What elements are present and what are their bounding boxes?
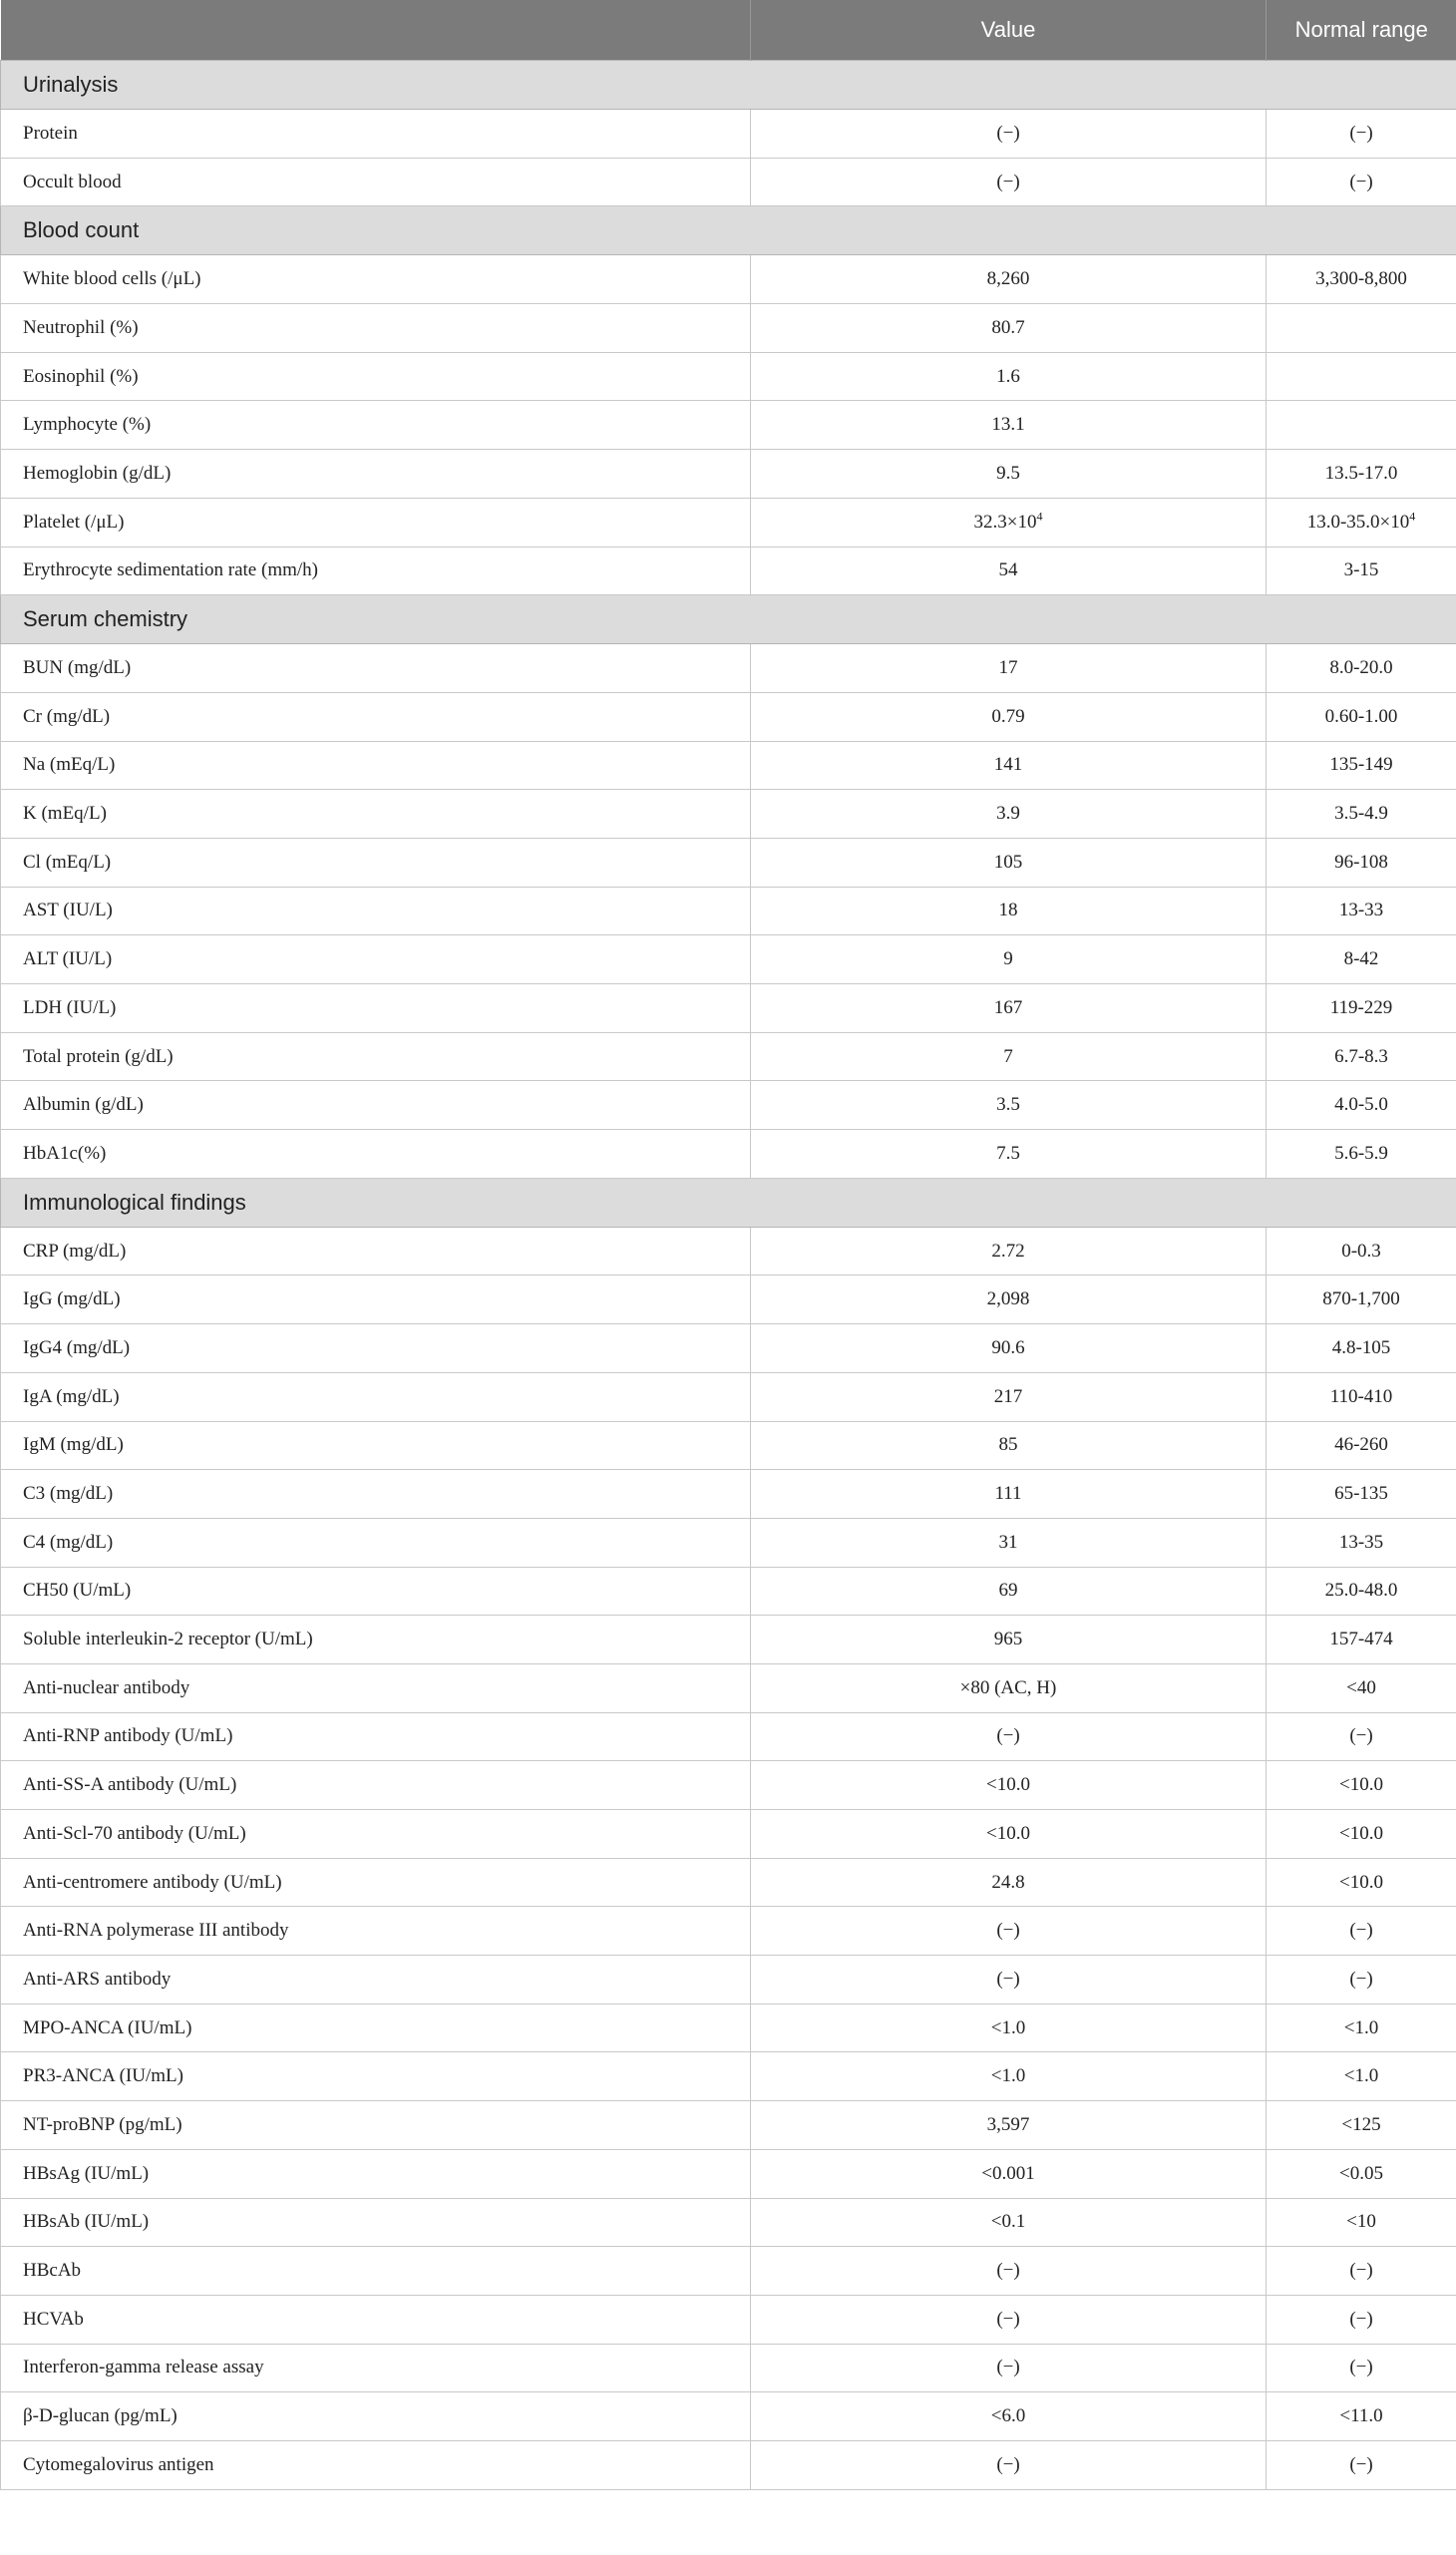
test-name-cell: Lymphocyte (%) [1, 401, 751, 450]
header-value: Value [751, 0, 1267, 61]
test-name-cell: NT-proBNP (pg/mL) [1, 2101, 751, 2150]
table-row [1, 1567, 1456, 1616]
normal-range-cell [1267, 1712, 1456, 1761]
value-cell [751, 1712, 1267, 1761]
table-row [1, 644, 1456, 693]
table-row [1, 2004, 1456, 2052]
normal-range-cell-text: <10 [1346, 2211, 1376, 2233]
value-cell [751, 158, 1267, 206]
value-cell [751, 644, 1267, 693]
test-name-cell: Anti-centromere antibody (U/mL) [1, 1858, 751, 1907]
normal-range-cell-text: <0.05 [1339, 2162, 1383, 2184]
normal-range-cell [1267, 304, 1456, 353]
normal-range-cell-text: 25.0-48.0 [1324, 1580, 1398, 1602]
test-name-cell: β-D-glucan (pg/mL) [1, 2392, 751, 2441]
normal-range-cell-text: <1.0 [1343, 2016, 1379, 2038]
section-header-row [1, 206, 1456, 255]
test-name-cell: ALT (IU/L) [1, 935, 751, 984]
table-row [1, 984, 1456, 1033]
test-name-cell: Cr (mg/dL) [1, 692, 751, 741]
value-cell [751, 1032, 1267, 1081]
value-cell-text: 9 [1003, 948, 1013, 970]
test-name-cell: Cytomegalovirus antigen [1, 2440, 751, 2489]
value-cell-text: 3.5 [996, 1094, 1020, 1116]
section-header-row [1, 595, 1456, 644]
value-cell [751, 887, 1267, 935]
test-name-cell: HBsAb (IU/mL) [1, 2198, 751, 2247]
normal-range-cell [1267, 1761, 1456, 1810]
normal-range-cell-text: 6.7-8.3 [1334, 1045, 1388, 1067]
normal-range-cell [1267, 2295, 1456, 2344]
test-name-cell: Anti-RNA polymerase III antibody [1, 1907, 751, 1956]
value-cell [751, 1421, 1267, 1470]
section-header-row [1, 61, 1456, 110]
table-row [1, 2052, 1456, 2101]
test-name-cell: HBsAg (IU/mL) [1, 2149, 751, 2198]
normal-range-cell [1267, 838, 1456, 887]
table-row [1, 1518, 1456, 1567]
test-name-cell: Anti-nuclear antibody [1, 1663, 751, 1712]
value-cell-text: <10.0 [986, 1822, 1030, 1844]
value-cell [751, 1518, 1267, 1567]
value-cell-text: 18 [998, 900, 1018, 921]
value-cell [751, 2004, 1267, 2052]
normal-range-cell [1267, 1663, 1456, 1712]
value-cell [751, 2295, 1267, 2344]
test-name-cell: PR3-ANCA (IU/mL) [1, 2052, 751, 2101]
value-cell [751, 2101, 1267, 2150]
test-name-cell: C3 (mg/dL) [1, 1470, 751, 1519]
value-cell [751, 2247, 1267, 2296]
value-cell-text: 13.1 [991, 414, 1025, 436]
test-name-cell: Protein [1, 110, 751, 159]
normal-range-cell [1267, 1372, 1456, 1421]
value-cell-text: 85 [998, 1434, 1018, 1456]
test-name-cell: Na (mEq/L) [1, 741, 751, 790]
value-cell-text: 217 [993, 1385, 1023, 1407]
normal-range-cell-text: <1.0 [1343, 2065, 1379, 2087]
value-cell [751, 498, 1267, 547]
test-name-cell: Eosinophil (%) [1, 352, 751, 401]
normal-range-cell-text: <10.0 [1339, 1774, 1383, 1796]
value-cell-text: 105 [993, 851, 1023, 873]
test-name-cell: Occult blood [1, 158, 751, 206]
normal-range-cell-text: (−) [1349, 1920, 1373, 1942]
value-cell [751, 935, 1267, 984]
test-name-cell: IgG4 (mg/dL) [1, 1324, 751, 1373]
normal-range-cell-text: (−) [1349, 1968, 1373, 1990]
value-cell [751, 304, 1267, 353]
normal-range-cell [1267, 2198, 1456, 2247]
value-cell-text: ×80 (AC, H) [959, 1676, 1057, 1698]
normal-range-cell-text: (−) [1349, 2357, 1373, 2378]
normal-range-cell [1267, 1470, 1456, 1519]
normal-range-cell [1267, 1956, 1456, 2005]
table-row [1, 1956, 1456, 2005]
normal-range-cell [1267, 1567, 1456, 1616]
normal-range-cell [1267, 2247, 1456, 2296]
normal-range-cell-text: (−) [1349, 122, 1373, 144]
normal-range-cell [1267, 935, 1456, 984]
test-name-cell: Hemoglobin (g/dL) [1, 450, 751, 499]
normal-range-cell-text: (−) [1349, 2308, 1373, 2330]
value-cell [751, 1663, 1267, 1712]
value-cell [751, 838, 1267, 887]
value-cell-text: 7 [1003, 1045, 1013, 1067]
value-cell [751, 1372, 1267, 1421]
table-row [1, 2198, 1456, 2247]
normal-range-cell-text: <10.0 [1339, 1822, 1383, 1844]
normal-range-cell [1267, 1907, 1456, 1956]
value-cell-text: (−) [996, 171, 1020, 192]
normal-range-cell [1267, 2149, 1456, 2198]
normal-range-cell-text: 4.0-5.0 [1334, 1094, 1388, 1116]
value-cell-text: (−) [996, 1968, 1020, 1990]
table-header [1, 0, 1456, 61]
normal-range-cell-text: 3,300-8,800 [1315, 268, 1407, 290]
value-cell-text: 54 [998, 559, 1018, 581]
normal-range-cell-text: 8.0-20.0 [1329, 657, 1393, 679]
normal-range-cell-text: 5.6-5.9 [1334, 1142, 1388, 1164]
value-cell [751, 2392, 1267, 2441]
test-name-cell: BUN (mg/dL) [1, 644, 751, 693]
normal-range-cell-text: 8-42 [1343, 948, 1379, 970]
value-cell-text: 3.9 [996, 803, 1020, 825]
normal-range-cell [1267, 790, 1456, 839]
section-title: Immunological findings [1, 1178, 1456, 1227]
normal-range-cell [1267, 887, 1456, 935]
table-row [1, 255, 1456, 304]
normal-range-cell [1267, 2440, 1456, 2489]
value-cell [751, 1324, 1267, 1373]
value-cell-text: (−) [996, 2453, 1020, 2475]
table-row [1, 2149, 1456, 2198]
value-cell-text: 9.5 [996, 462, 1020, 484]
value-cell [751, 692, 1267, 741]
table-row [1, 110, 1456, 159]
value-cell [751, 255, 1267, 304]
table-row [1, 158, 1456, 206]
value-cell [751, 2052, 1267, 2101]
value-cell-text: 69 [998, 1580, 1018, 1602]
normal-range-cell [1267, 1032, 1456, 1081]
value-cell-text: <1.0 [990, 2065, 1026, 2087]
value-cell [751, 790, 1267, 839]
value-cell-text: 17 [998, 657, 1018, 679]
normal-range-cell [1267, 2101, 1456, 2150]
normal-range-cell-exponent: 4 [1409, 509, 1416, 524]
value-cell [751, 984, 1267, 1033]
value-cell-text: 0.79 [991, 705, 1025, 727]
value-cell [751, 1227, 1267, 1276]
table-row [1, 1227, 1456, 1276]
table-row [1, 1470, 1456, 1519]
normal-range-cell [1267, 644, 1456, 693]
normal-range-cell-text: <11.0 [1339, 2405, 1383, 2427]
table-row [1, 547, 1456, 595]
header-normal-range: Normal range [1267, 0, 1456, 61]
table-row [1, 1032, 1456, 1081]
value-cell-text: (−) [996, 2308, 1020, 2330]
normal-range-cell [1267, 158, 1456, 206]
value-cell [751, 1276, 1267, 1324]
normal-range-cell [1267, 741, 1456, 790]
test-name-cell: MPO-ANCA (IU/mL) [1, 2004, 751, 2052]
table-row [1, 352, 1456, 401]
normal-range-cell [1267, 2344, 1456, 2392]
value-cell [751, 1858, 1267, 1907]
test-name-cell: White blood cells (/μL) [1, 255, 751, 304]
value-cell [751, 1907, 1267, 1956]
value-cell-text: 8,260 [986, 268, 1030, 290]
table-row [1, 887, 1456, 935]
value-cell-text: (−) [996, 122, 1020, 144]
test-name-cell: HBcAb [1, 2247, 751, 2296]
table-row [1, 838, 1456, 887]
table-row [1, 1324, 1456, 1373]
normal-range-cell-text: 870-1,700 [1322, 1288, 1400, 1310]
test-name-cell: CRP (mg/dL) [1, 1227, 751, 1276]
normal-range-cell-text: <40 [1346, 1676, 1376, 1698]
section-header-row [1, 1178, 1456, 1227]
test-name-cell: CH50 (U/mL) [1, 1567, 751, 1616]
section-title: Urinalysis [1, 61, 1456, 110]
table-row [1, 1712, 1456, 1761]
value-cell [751, 2440, 1267, 2489]
value-cell-text: 24.8 [991, 1871, 1025, 1893]
value-cell [751, 1761, 1267, 1810]
test-name-cell: Platelet (/μL) [1, 498, 751, 547]
normal-range-cell [1267, 1421, 1456, 1470]
value-cell [751, 547, 1267, 595]
normal-range-cell-text: (−) [1349, 171, 1373, 192]
normal-range-cell [1267, 2004, 1456, 2052]
test-name-cell: HCVAb [1, 2295, 751, 2344]
table-row [1, 1810, 1456, 1859]
test-name-cell: Erythrocyte sedimentation rate (mm/h) [1, 547, 751, 595]
normal-range-cell-text: (−) [1349, 1725, 1373, 1747]
normal-range-cell-text: 4.8-105 [1331, 1336, 1391, 1358]
test-name-cell: HbA1c(%) [1, 1130, 751, 1179]
normal-range-cell-text: 3-15 [1343, 559, 1379, 581]
normal-range-cell [1267, 1858, 1456, 1907]
normal-range-cell [1267, 1810, 1456, 1859]
value-cell [751, 401, 1267, 450]
test-name-cell: Total protein (g/dL) [1, 1032, 751, 1081]
normal-range-cell [1267, 1081, 1456, 1130]
normal-range-cell-text: 13.5-17.0 [1324, 462, 1398, 484]
test-name-cell: Albumin (g/dL) [1, 1081, 751, 1130]
normal-range-cell [1267, 984, 1456, 1033]
normal-range-cell [1267, 352, 1456, 401]
table-row [1, 2344, 1456, 2392]
normal-range-cell [1267, 1227, 1456, 1276]
normal-range-cell-text: (−) [1349, 2453, 1373, 2475]
normal-range-cell-text: 13.0-35.0×10 [1306, 511, 1410, 533]
value-cell-text: 965 [993, 1629, 1023, 1650]
value-cell [751, 1810, 1267, 1859]
section-title: Blood count [1, 206, 1456, 255]
value-cell-text: (−) [996, 2357, 1020, 2378]
normal-range-cell [1267, 1518, 1456, 1567]
test-name-cell: AST (IU/L) [1, 887, 751, 935]
value-cell [751, 1956, 1267, 2005]
normal-range-cell [1267, 255, 1456, 304]
normal-range-cell [1267, 1130, 1456, 1179]
value-cell [751, 110, 1267, 159]
test-name-cell: C4 (mg/dL) [1, 1518, 751, 1567]
value-cell-text: 7.5 [996, 1142, 1020, 1164]
normal-range-cell-text: 110-410 [1329, 1385, 1393, 1407]
normal-range-cell [1267, 450, 1456, 499]
table-row [1, 1858, 1456, 1907]
value-cell-text: 90.6 [991, 1336, 1025, 1358]
normal-range-cell-text: 157-474 [1329, 1629, 1393, 1650]
value-cell [751, 1470, 1267, 1519]
value-cell-exponent: 4 [1036, 509, 1043, 524]
normal-range-cell-text: <10.0 [1339, 1871, 1383, 1893]
value-cell [751, 741, 1267, 790]
test-name-cell: Anti-ARS antibody [1, 1956, 751, 2005]
value-cell-text: <6.0 [990, 2405, 1026, 2427]
test-name-cell: K (mEq/L) [1, 790, 751, 839]
normal-range-cell-text: 96-108 [1334, 851, 1388, 873]
table-row [1, 498, 1456, 547]
table-row [1, 450, 1456, 499]
table-body [1, 61, 1456, 2490]
normal-range-cell [1267, 692, 1456, 741]
header-row [1, 0, 1456, 61]
normal-range-cell-text: 0-0.3 [1341, 1240, 1381, 1262]
table-row [1, 790, 1456, 839]
table-row [1, 1372, 1456, 1421]
normal-range-cell-text: 119-229 [1329, 996, 1393, 1018]
test-name-cell: Anti-RNP antibody (U/mL) [1, 1712, 751, 1761]
section-title: Serum chemistry [1, 595, 1456, 644]
table-row [1, 401, 1456, 450]
normal-range-cell-text: 13-33 [1338, 900, 1384, 921]
table-row [1, 1130, 1456, 1179]
table-row [1, 2247, 1456, 2296]
test-name-cell: Neutrophil (%) [1, 304, 751, 353]
test-name-cell: Cl (mEq/L) [1, 838, 751, 887]
value-cell-text: <10.0 [986, 1774, 1030, 1796]
table-row [1, 304, 1456, 353]
value-cell [751, 2198, 1267, 2247]
header-test-name [1, 0, 751, 61]
test-name-cell: IgM (mg/dL) [1, 1421, 751, 1470]
table-row [1, 2101, 1456, 2150]
value-cell [751, 2149, 1267, 2198]
table-row [1, 1276, 1456, 1324]
table-row [1, 692, 1456, 741]
normal-range-cell-text: (−) [1349, 2260, 1373, 2282]
value-cell-text: (−) [996, 2260, 1020, 2282]
value-cell [751, 1567, 1267, 1616]
table-row [1, 935, 1456, 984]
value-cell-text: (−) [996, 1920, 1020, 1942]
value-cell [751, 1081, 1267, 1130]
value-cell-text: 2.72 [991, 1240, 1025, 1262]
normal-range-cell [1267, 2392, 1456, 2441]
value-cell-text: 167 [993, 996, 1023, 1018]
value-cell-text: 32.3×10 [973, 511, 1037, 533]
table-row [1, 1616, 1456, 1664]
normal-range-cell-text: 65-135 [1334, 1483, 1388, 1505]
value-cell-text: <1.0 [990, 2016, 1026, 2038]
table-row [1, 2295, 1456, 2344]
test-name-cell: IgA (mg/dL) [1, 1372, 751, 1421]
value-cell-text: (−) [996, 1725, 1020, 1747]
test-name-cell: IgG (mg/dL) [1, 1276, 751, 1324]
value-cell [751, 352, 1267, 401]
normal-range-cell [1267, 1324, 1456, 1373]
normal-range-cell [1267, 1276, 1456, 1324]
value-cell-text: 31 [998, 1531, 1018, 1553]
value-cell [751, 450, 1267, 499]
test-name-cell: Anti-SS-A antibody (U/mL) [1, 1761, 751, 1810]
value-cell [751, 1616, 1267, 1664]
value-cell [751, 1130, 1267, 1179]
normal-range-cell [1267, 498, 1456, 547]
normal-range-cell [1267, 401, 1456, 450]
normal-range-cell-text: 13-35 [1338, 1531, 1384, 1553]
value-cell-text: <0.1 [990, 2211, 1026, 2233]
value-cell-text: <0.001 [981, 2162, 1035, 2184]
value-cell-text: 111 [994, 1483, 1022, 1505]
test-name-cell: Soluble interleukin-2 receptor (U/mL) [1, 1616, 751, 1664]
test-name-cell: Anti-Scl-70 antibody (U/mL) [1, 1810, 751, 1859]
value-cell-text: 1.6 [996, 365, 1020, 387]
table-row [1, 1081, 1456, 1130]
normal-range-cell [1267, 110, 1456, 159]
normal-range-cell-text: 46-260 [1334, 1434, 1388, 1456]
table-row [1, 2440, 1456, 2489]
normal-range-cell-text: 0.60-1.00 [1324, 705, 1398, 727]
normal-range-cell [1267, 2052, 1456, 2101]
table-row [1, 1761, 1456, 1810]
normal-range-cell-text: 3.5-4.9 [1334, 803, 1388, 825]
table-row [1, 741, 1456, 790]
test-name-cell: LDH (IU/L) [1, 984, 751, 1033]
value-cell-text: 80.7 [991, 316, 1025, 338]
value-cell-text: 3,597 [986, 2113, 1030, 2135]
test-name-cell: Interferon-gamma release assay [1, 2344, 751, 2392]
normal-range-cell [1267, 547, 1456, 595]
table-row [1, 1907, 1456, 1956]
table-row [1, 1663, 1456, 1712]
value-cell-text: 141 [993, 754, 1023, 776]
table-row [1, 2392, 1456, 2441]
value-cell-text: 2,098 [986, 1288, 1030, 1310]
normal-range-cell-text: 135-149 [1329, 754, 1393, 776]
normal-range-cell-text: <125 [1341, 2113, 1381, 2135]
value-cell [751, 2344, 1267, 2392]
normal-range-cell [1267, 1616, 1456, 1664]
table-row [1, 1421, 1456, 1470]
